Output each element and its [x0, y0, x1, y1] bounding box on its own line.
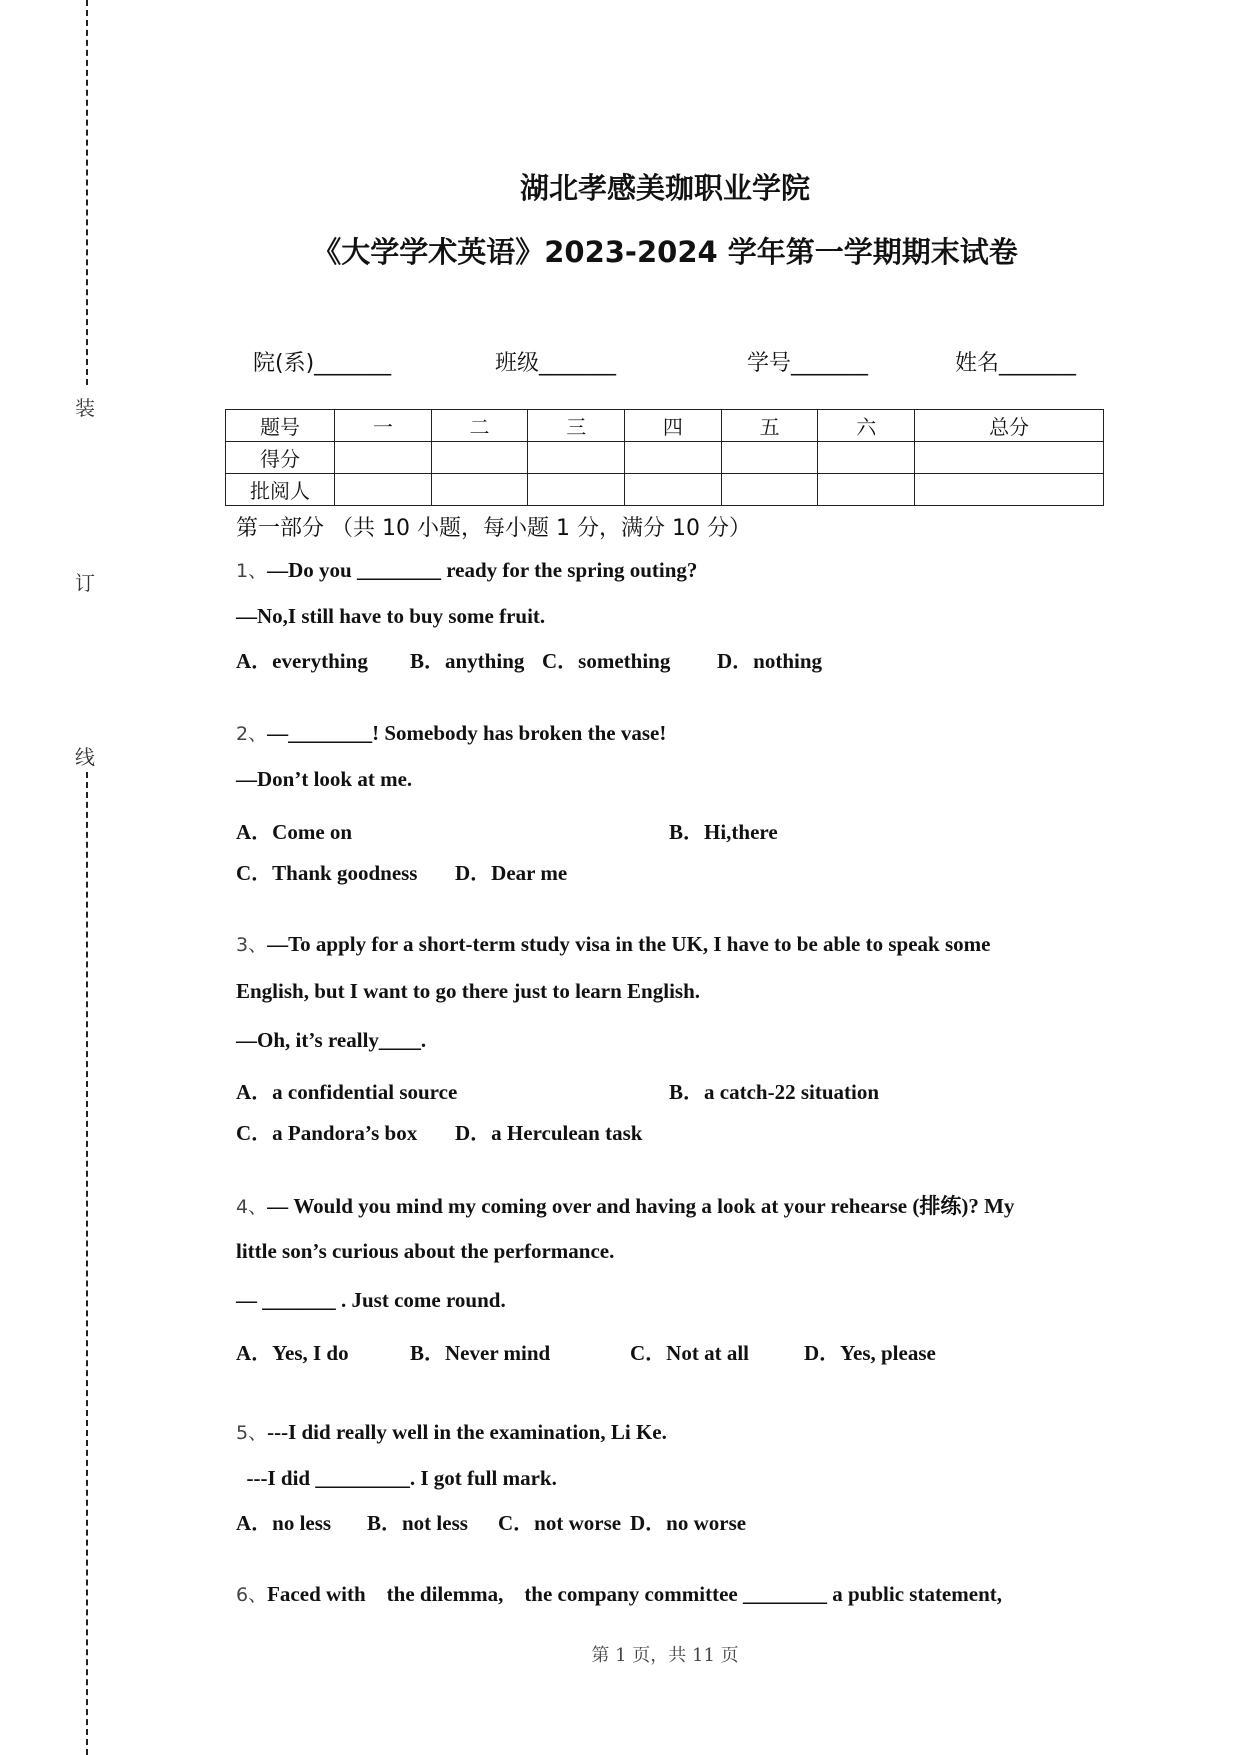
score-table [225, 409, 1104, 506]
option-a: A．no less [236, 1511, 332, 1535]
score-cell [431, 442, 528, 474]
option-a: A．a confidential source [236, 1080, 458, 1104]
option-b: B．anything [410, 649, 525, 673]
column-header: 六 [818, 410, 915, 442]
question-3-line-1: 3、—To apply for a short-term study visa in the UK, I have to be able to speak some [236, 932, 991, 956]
question-4-line-1: 4、— Would you mind my coming over and having a look at your rehearse (排练)? My [236, 1194, 1015, 1218]
row-header: 得分 [226, 442, 335, 474]
question-1-line-1: 1、—Do you ________ ready for the spring outing? [236, 558, 698, 582]
option-b: B．Hi,there [669, 820, 778, 844]
grader-cell [625, 474, 722, 506]
question-5-line-1: 5、---I did really well in the examination, Li Ke. [236, 1420, 667, 1444]
option-d: D．Yes, please [804, 1341, 936, 1365]
grader-cell [431, 474, 528, 506]
binding-char-xian: 线 [75, 745, 95, 769]
student-id-field: 学号_______ [747, 351, 869, 376]
question-number: 2、 [236, 723, 268, 745]
option-d: D．a Herculean task [455, 1121, 643, 1145]
score-cell [721, 442, 818, 474]
grader-cell [915, 474, 1104, 506]
question-2-line-2: —Don’t look at me. [236, 767, 413, 791]
question-number: 6、 [236, 1584, 268, 1606]
option-c: C．Not at all [630, 1341, 749, 1365]
question-3-line-3: —Oh, it’s really____. [236, 1028, 427, 1052]
score-cell [915, 442, 1104, 474]
binding-dashed-line-bottom [86, 772, 88, 1755]
question-2-line-1: 2、—________! Somebody has broken the vase! [236, 721, 667, 745]
binding-char-zhuang: 装 [75, 396, 95, 420]
grader-cell [335, 474, 432, 506]
question-number: 4、 [236, 1196, 268, 1218]
column-header: 一 [335, 410, 432, 442]
option-d: D．nothing [717, 649, 823, 673]
row-header: 批阅人 [226, 474, 335, 506]
question-1-line-2: —No,I still have to buy some fruit. [236, 604, 546, 628]
column-header: 四 [625, 410, 722, 442]
option-b: B．Never mind [410, 1341, 551, 1365]
question-number: 1、 [236, 560, 268, 582]
question-3-line-2: English, but I want to go there just to learn English. [236, 979, 701, 1003]
school-title: 湖北孝感美珈职业学院 [519, 171, 810, 205]
option-d: D．Dear me [455, 861, 568, 885]
option-c: C．a Pandora’s box [236, 1121, 418, 1145]
binding-dashed-line-mid1 [86, 430, 88, 560]
score-cell [335, 442, 432, 474]
score-cell [528, 442, 625, 474]
option-a: A．Come on [236, 820, 353, 844]
option-c: C．not worse [498, 1511, 622, 1535]
question-number: 3、 [236, 934, 268, 956]
question-5-line-2: ---I did _________. I got full mark. [236, 1466, 557, 1490]
option-c: C．something [542, 649, 671, 673]
option-a: A．everything [236, 649, 368, 673]
option-b: B．not less [367, 1511, 468, 1535]
score-cell [818, 442, 915, 474]
exam-title: 《大学学术英语》2023-2024 学年第一学期期末试卷 [312, 235, 1018, 269]
grader-cell [818, 474, 915, 506]
department-field: 院(系)_______ [253, 351, 392, 376]
row-header: 题号 [226, 410, 335, 442]
question-6-line-1: 6、Faced with the dilemma, the company committee ________ a public statement, [236, 1582, 1002, 1606]
score-table-row-number [226, 410, 1104, 442]
column-header: 总分 [915, 410, 1104, 442]
binding-char-ding: 订 [75, 571, 95, 595]
page-footer: 第 1 页，共 11 页 [591, 1645, 739, 1666]
part-heading: 第一部分 （共 10 小题，每小题 1 分，满分 10 分） [236, 516, 751, 541]
column-header: 五 [721, 410, 818, 442]
question-number: 5、 [236, 1422, 268, 1444]
option-b: B．a catch-22 situation [669, 1080, 879, 1104]
score-cell [625, 442, 722, 474]
class-field: 班级_______ [495, 351, 617, 376]
score-table-row-score [226, 442, 1104, 474]
grader-cell [721, 474, 818, 506]
question-4-line-3: — _______ . Just come round. [236, 1288, 506, 1312]
option-a: A．Yes, I do [236, 1341, 349, 1365]
column-header: 二 [431, 410, 528, 442]
option-d: D．no worse [630, 1511, 747, 1535]
grader-cell [528, 474, 625, 506]
score-table-row-grader [226, 474, 1104, 506]
name-field: 姓名_______ [955, 351, 1077, 376]
column-header: 三 [528, 410, 625, 442]
option-c: C．Thank goodness [236, 861, 418, 885]
question-4-line-2: little son’s curious about the performance. [236, 1239, 615, 1263]
